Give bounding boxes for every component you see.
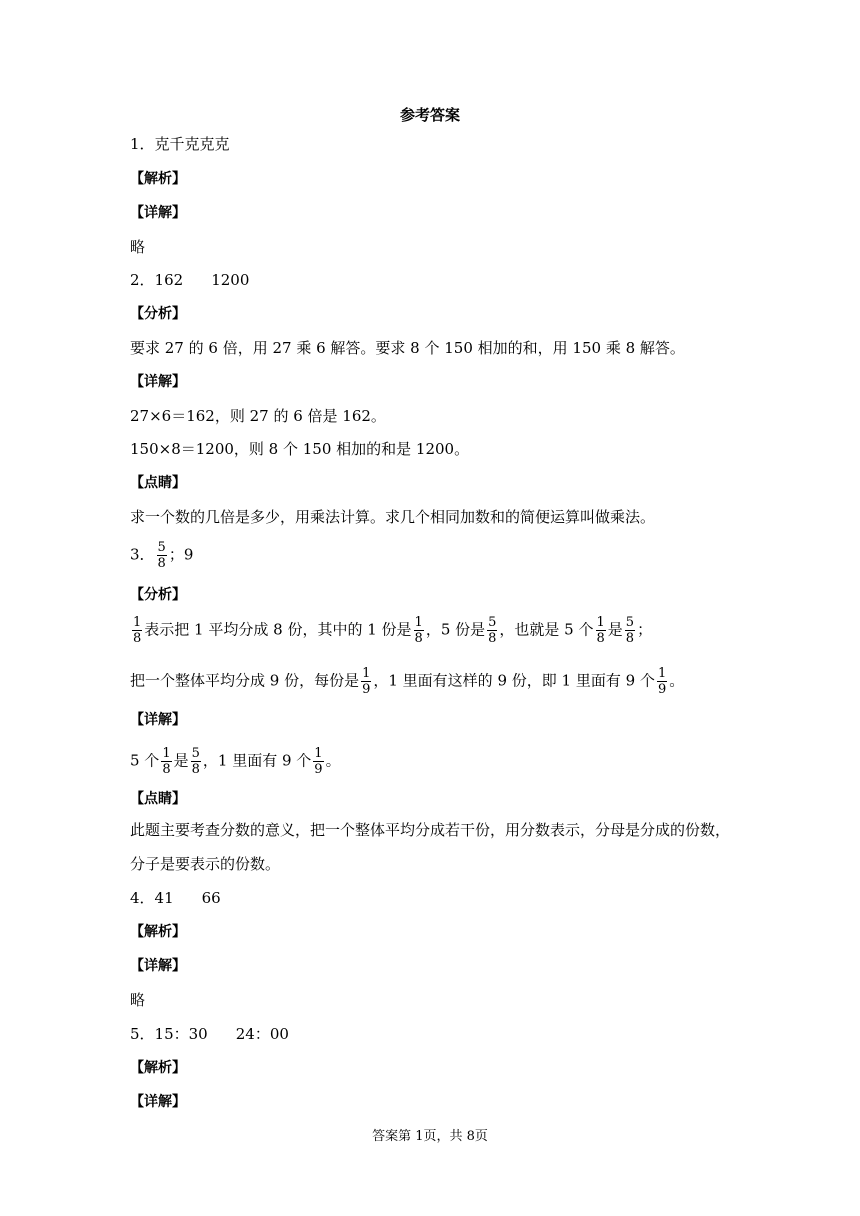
q2-number: 2． [130,271,155,289]
q3-tag-point: 【点睛】 [130,791,186,807]
q2-answer-2: 1200 [211,271,250,289]
fraction-1-8: $\frac{1}{8}$ [133,615,142,646]
q5-answer-1: 15：30 [154,1025,208,1043]
q3-analysis-1: $\frac{1}{8}$ 表示把 1 平均分成 8 份，其中的 1 份是 $\frac{1}{8}$ ，5 份是 $\frac{5}{8}$ ，也就是 5 个 $\frac{1}{8}$ 是 $\frac{5}{8}$ ； [133,615,653,646]
q1-number: 1． [130,135,155,153]
fraction-5-8: $\frac{5}{8}$ [157,540,166,571]
q4-answer-line [130,887,750,909]
q3-point-1: 此题主要考查分数的意义，把一个整体平均分成若干份，用分数表示，分母是分成的份数， [130,821,731,839]
q1-detail: 略 [130,238,146,256]
q1-answer: 克千克克克 [154,135,230,153]
q2-tag-point: 【点睛】 [130,475,186,491]
q2-detail-1: 27×6＝162，则 27 的 6 倍是 162。 [130,407,386,425]
q2-tag-analysis: 【分析】 [130,306,186,322]
fraction-1-9: $\frac{1}{9}$ [314,746,323,777]
q3-answer-2: 9 [183,545,194,564]
q2-answer-line [130,269,750,291]
fraction-1-9: $\frac{1}{9}$ [657,666,667,697]
q3-analysis-2: 把一个整体平均分成 9 份，每份是 $\frac{1}{9}$ ，1 里面有这样的 9 份，即 1 里面有 9 个 $\frac{1}{9}$ 。 [130,666,685,697]
q1-answer-line [130,133,750,155]
q2-analysis: 要求 27 的 6 倍，用 27 乘 6 解答。要求 8 个 150 相加的和，用 150 乘 8 解答。 [130,339,685,357]
q3-point-2: 分子是要表示的份数。 [130,855,281,873]
q5-answer-2: 24：00 [235,1025,289,1043]
q3-answer-line [130,540,750,571]
fraction-1-8: $\frac{1}{8}$ [414,615,423,646]
q3-tag-detail: 【详解】 [130,712,186,728]
fraction-5-8: $\frac{5}{8}$ [625,615,635,646]
q1-tag-analysis: 【解析】 [130,171,186,187]
q4-answer-2: 66 [201,889,221,907]
q2-answer-1: 162 [154,271,184,289]
q4-tag-analysis: 【解析】 [130,924,186,940]
q5-tag-detail: 【详解】 [130,1094,186,1110]
fraction-5-8: $\frac{5}{8}$ [488,615,497,646]
q2-detail-2: 150×8＝1200，则 8 个 150 相加的和是 1200。 [130,440,470,458]
q4-tag-detail: 【详解】 [130,958,186,974]
page-title: 参考答案 [399,106,460,124]
q2-point: 求一个数的几倍是多少，用乘法计算。求几个相同加数和的简便运算叫做乘法。 [130,508,656,526]
q4-answer-1: 41 [154,889,174,907]
fraction-1-8: $\frac{1}{8}$ [162,746,171,777]
q5-number: 5． [130,1025,155,1043]
q3-number: 3． [130,545,155,564]
fraction-1-9: $\frac{1}{9}$ [362,666,371,697]
fraction-5-8: $\frac{5}{8}$ [191,746,200,777]
page-footer: 答案第 1页，共 8页 [372,1129,488,1144]
q3-detail: 5 个 $\frac{1}{8}$ 是 $\frac{5}{8}$ ，1 里面有 9 个 $\frac{1}{9}$ 。 [130,746,341,777]
q3-separator: ； [168,545,184,564]
q1-tag-detail: 【详解】 [130,205,186,221]
fraction-1-8: $\frac{1}{8}$ [596,615,605,646]
q5-answer-line [130,1023,750,1045]
q2-tag-detail: 【详解】 [130,374,186,390]
q5-tag-analysis: 【解析】 [130,1060,186,1076]
q4-detail: 略 [130,991,146,1009]
q4-number: 4． [130,889,155,907]
q3-tag-analysis: 【分析】 [130,587,186,603]
